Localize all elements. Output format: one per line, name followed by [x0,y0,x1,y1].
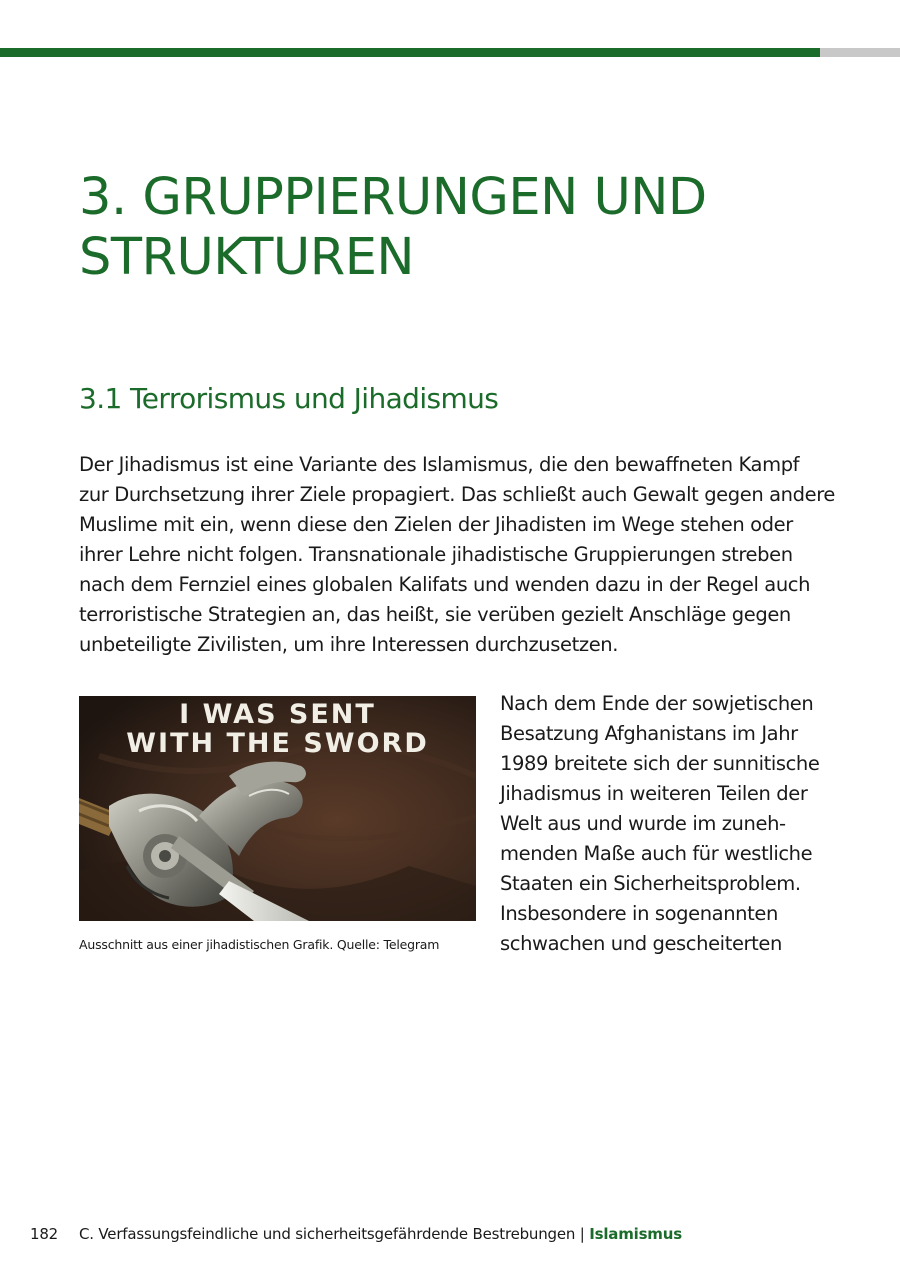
chapter-title [79,168,839,288]
paragraph-line: Welt aus und wurde im zuneh- [500,812,786,835]
paragraph-line: menden Maße auch für westliche [500,842,813,865]
figure-caption: Ausschnitt aus einer jihadistischen Grafik. Quelle: Telegram [79,937,440,952]
paragraph-line: terroristische Strategien an, das heißt, sie verüben gezielt Anschläge gegen [79,603,791,626]
paragraph-line: unbeteiligte Zivilisten, um ihre Interessen durchzusetzen. [79,633,619,656]
paragraph-line: Jihadismus in weiteren Teilen der [500,782,808,805]
header-accent-bar [0,48,820,57]
paragraph-line: schwachen und gescheiterten [500,932,782,955]
paragraph-line: ihrer Lehre nicht folgen. Transnationale jihadistische Gruppierungen streben [79,543,793,566]
jihadist-graphic-image [79,696,476,921]
paragraph-line: Nach dem Ende der sowjetischen [500,692,814,715]
paragraph-line: Muslime mit ein, wenn diese den Zielen der Jihadisten im Wege stehen oder [79,513,793,536]
page-number: 182 [30,1225,59,1243]
side-paragraph [500,689,820,959]
paragraph-line: Der Jihadismus ist eine Variante des Islamismus, die den bewaffneten Kampf [79,453,800,476]
intro-paragraph [79,450,835,660]
paragraph-line: zur Durchsetzung ihrer Ziele propagiert. Das schließt auch Gewalt gegen andere [79,483,835,506]
paragraph-line: Insbesondere in sogenannten [500,902,778,925]
graphic-slogan [79,700,476,758]
graphic-slogan-line: I WAS SENT [179,699,376,730]
page-footer [30,1223,682,1245]
paragraph-line: nach dem Fernziel eines globalen Kalifats und wenden dazu in der Regel auch [79,573,811,596]
footer-section-name: Islamismus [589,1225,682,1243]
chapter-title-line: STRUKTUREN [79,228,415,287]
header-grey-bar [820,48,900,57]
paragraph-line: 1989 breitete sich der sunnitische [500,752,820,775]
footer-separator: | [579,1225,585,1243]
paragraph-line: Besatzung Afghanistans im Jahr [500,722,798,745]
running-title: C. Verfassungsfeindliche und sicherheitsgefährdende Bestrebungen [79,1225,576,1243]
paragraph-line: Staaten ein Sicherheitsproblem. [500,872,801,895]
graphic-slogan-line: WITH THE SWORD [126,728,429,759]
chapter-title-line: 3. GRUPPIERUNGEN UND [79,168,707,227]
section-heading: 3.1 Terrorismus und Jihadismus [79,382,499,415]
